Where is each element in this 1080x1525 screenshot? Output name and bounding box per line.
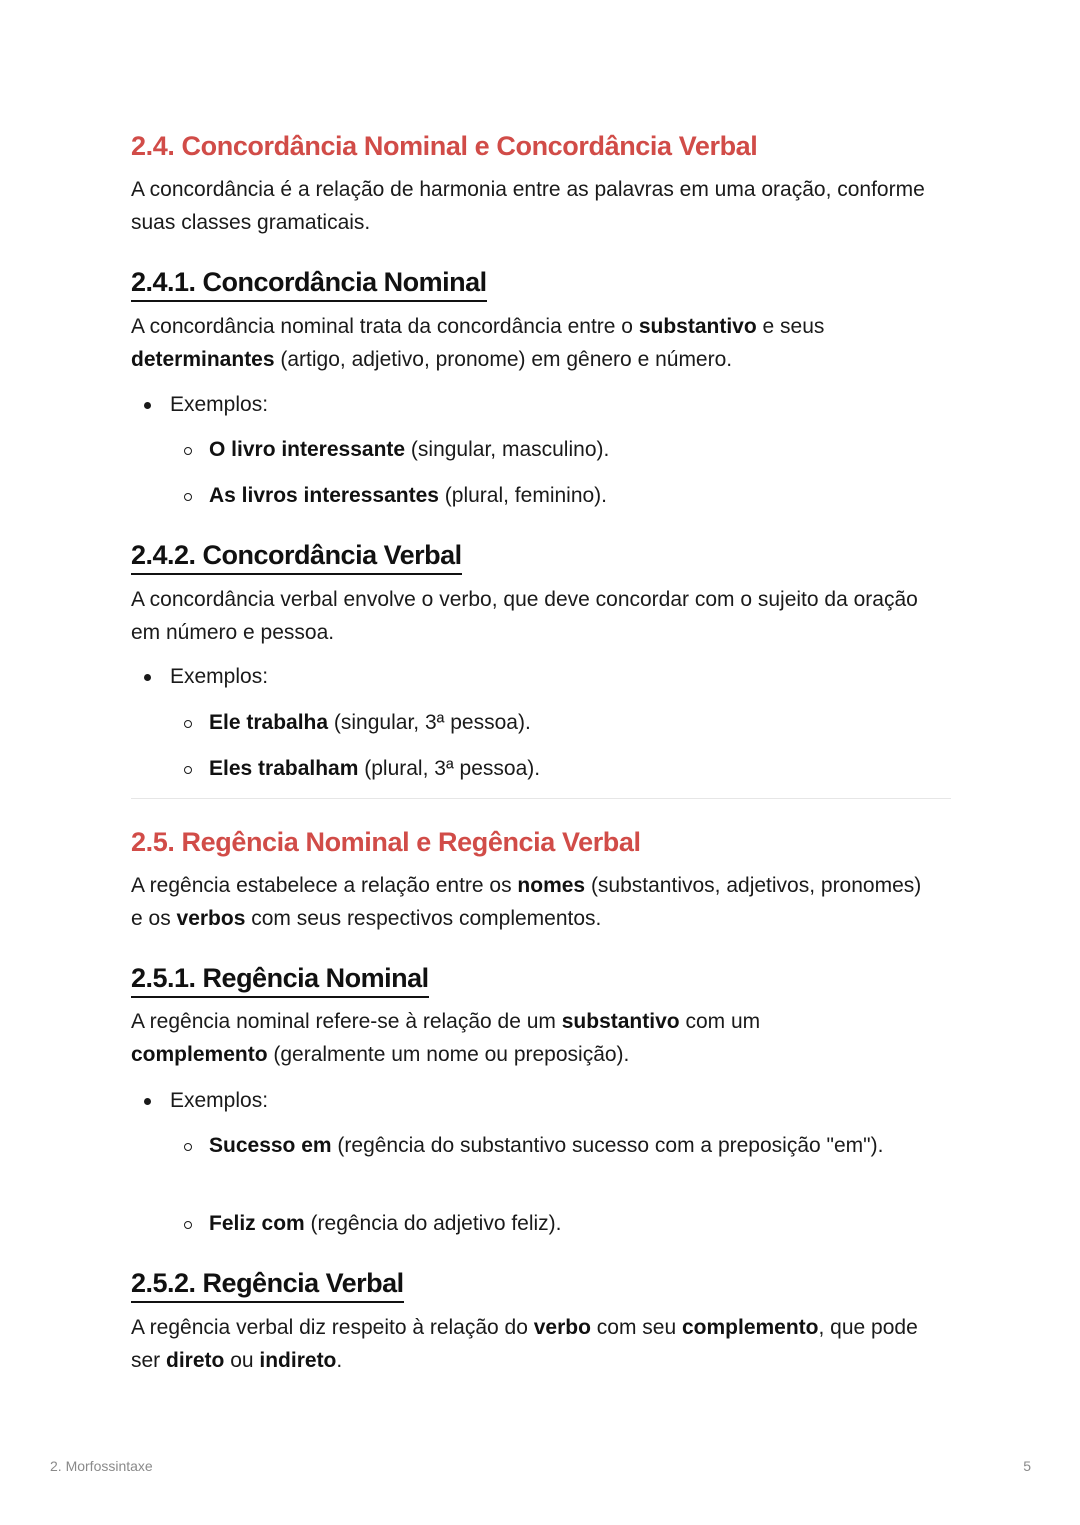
text: , que pode ser: [131, 1316, 918, 1372]
examples-list: [131, 1085, 951, 1118]
examples-list: [131, 389, 951, 422]
text: A regência nominal refere-se à relação de um: [131, 1010, 562, 1033]
examples-sublist: [131, 434, 951, 467]
text: (substantivos, adjetivos, pronomes) e os: [131, 874, 922, 930]
example-term: Ele trabalha: [209, 711, 329, 734]
text: A concordância nominal trata da concordância entre o: [131, 315, 639, 338]
bullet-icon: [144, 674, 151, 681]
text: com seus respectivos complementos.: [245, 906, 602, 930]
bullet-icon: [144, 1098, 151, 1105]
subsection-heading: 2.5.1. Regência Nominal: [131, 960, 429, 998]
text: ou: [224, 1348, 260, 1372]
text: (artigo, adjetivo, pronome) em gênero e número.: [274, 347, 733, 371]
circle-bullet-icon: [184, 493, 192, 501]
example-term: As livros interessantes: [209, 484, 439, 507]
list-item: [131, 707, 951, 740]
bold-term: verbo: [533, 1316, 591, 1339]
bold-term: determinantes: [131, 347, 275, 371]
subsection-paragraph: [131, 311, 931, 376]
example-term: O livro interessante: [209, 438, 406, 461]
list-item: [131, 389, 951, 422]
examples-sublist: [131, 753, 951, 786]
list-item: [131, 1085, 951, 1118]
list-item: [131, 661, 951, 694]
examples-list: [131, 661, 951, 694]
example-note: (regência do adjetivo feliz).: [304, 1212, 562, 1235]
circle-bullet-icon: [184, 447, 192, 455]
bold-term: substantivo: [561, 1010, 680, 1033]
section-intro: A concordância é a relação de harmonia entre as palavras em uma oração, conforme suas classes gramaticais.: [131, 178, 925, 234]
section-intro: [131, 870, 931, 935]
examples-sublist: [131, 1208, 951, 1241]
list-item: [131, 753, 951, 786]
example-term: Feliz com: [209, 1212, 305, 1235]
subsection-heading: 2.5.2. Regência Verbal: [131, 1265, 404, 1303]
subsection-heading: 2.4.2. Concordância Verbal: [131, 537, 462, 575]
list-item: [131, 1130, 921, 1163]
examples-sublist: [131, 480, 951, 513]
text: com um: [679, 1010, 761, 1033]
section-divider: [131, 798, 951, 799]
footer-chapter: 2. Morfossintaxe: [50, 1458, 153, 1474]
examples-sublist: [131, 1130, 921, 1163]
example-note: (plural, 3ª pessoa).: [358, 757, 541, 780]
list-item: [131, 1208, 951, 1241]
list-item: [131, 480, 951, 513]
text: .: [336, 1348, 343, 1372]
example-note: (regência do substantivo sucesso com a preposição "em").: [331, 1134, 884, 1157]
examples-sublist: [131, 707, 951, 740]
circle-bullet-icon: [184, 1143, 192, 1151]
text: A regência verbal diz respeito à relação do: [131, 1316, 534, 1339]
circle-bullet-icon: [184, 720, 192, 728]
bold-term: nomes: [517, 874, 586, 897]
text: (geralmente um nome ou preposição).: [267, 1042, 630, 1066]
example-term: Sucesso em: [209, 1134, 332, 1157]
bold-term: verbos: [176, 906, 246, 930]
list-label: Exemplos:: [170, 1089, 269, 1112]
subsection-paragraph: [131, 1006, 851, 1071]
example-note: (singular, 3ª pessoa).: [328, 711, 531, 734]
list-item: [131, 434, 951, 467]
bold-term: substantivo: [638, 315, 757, 338]
section-heading: 2.5. Regência Nominal e Regência Verbal: [131, 827, 641, 857]
example-note: (singular, masculino).: [405, 438, 610, 461]
subsection-paragraph: A concordância verbal envolve o verbo, que deve concordar com o sujeito da oração em número e pessoa.: [131, 588, 918, 644]
bold-term: direto: [166, 1348, 225, 1372]
bullet-icon: [144, 402, 151, 409]
bold-term: complemento: [681, 1316, 819, 1339]
subsection-heading: 2.4.1. Concordância Nominal: [131, 264, 487, 302]
section-heading: 2.4. Concordância Nominal e Concordância Verbal: [131, 131, 758, 161]
circle-bullet-icon: [184, 766, 192, 774]
circle-bullet-icon: [184, 1221, 192, 1229]
bold-term: complemento: [131, 1042, 268, 1066]
footer-page-number: 5: [1023, 1458, 1031, 1474]
text: com seu: [590, 1316, 682, 1339]
example-term: Eles trabalham: [209, 757, 359, 780]
text: e seus: [756, 315, 825, 338]
subsection-paragraph: [131, 1312, 951, 1377]
example-note: (plural, feminino).: [438, 484, 608, 507]
bold-term: indireto: [259, 1348, 337, 1372]
text: A regência estabelece a relação entre os: [131, 874, 518, 897]
list-label: Exemplos:: [170, 393, 269, 416]
list-label: Exemplos:: [170, 665, 269, 688]
